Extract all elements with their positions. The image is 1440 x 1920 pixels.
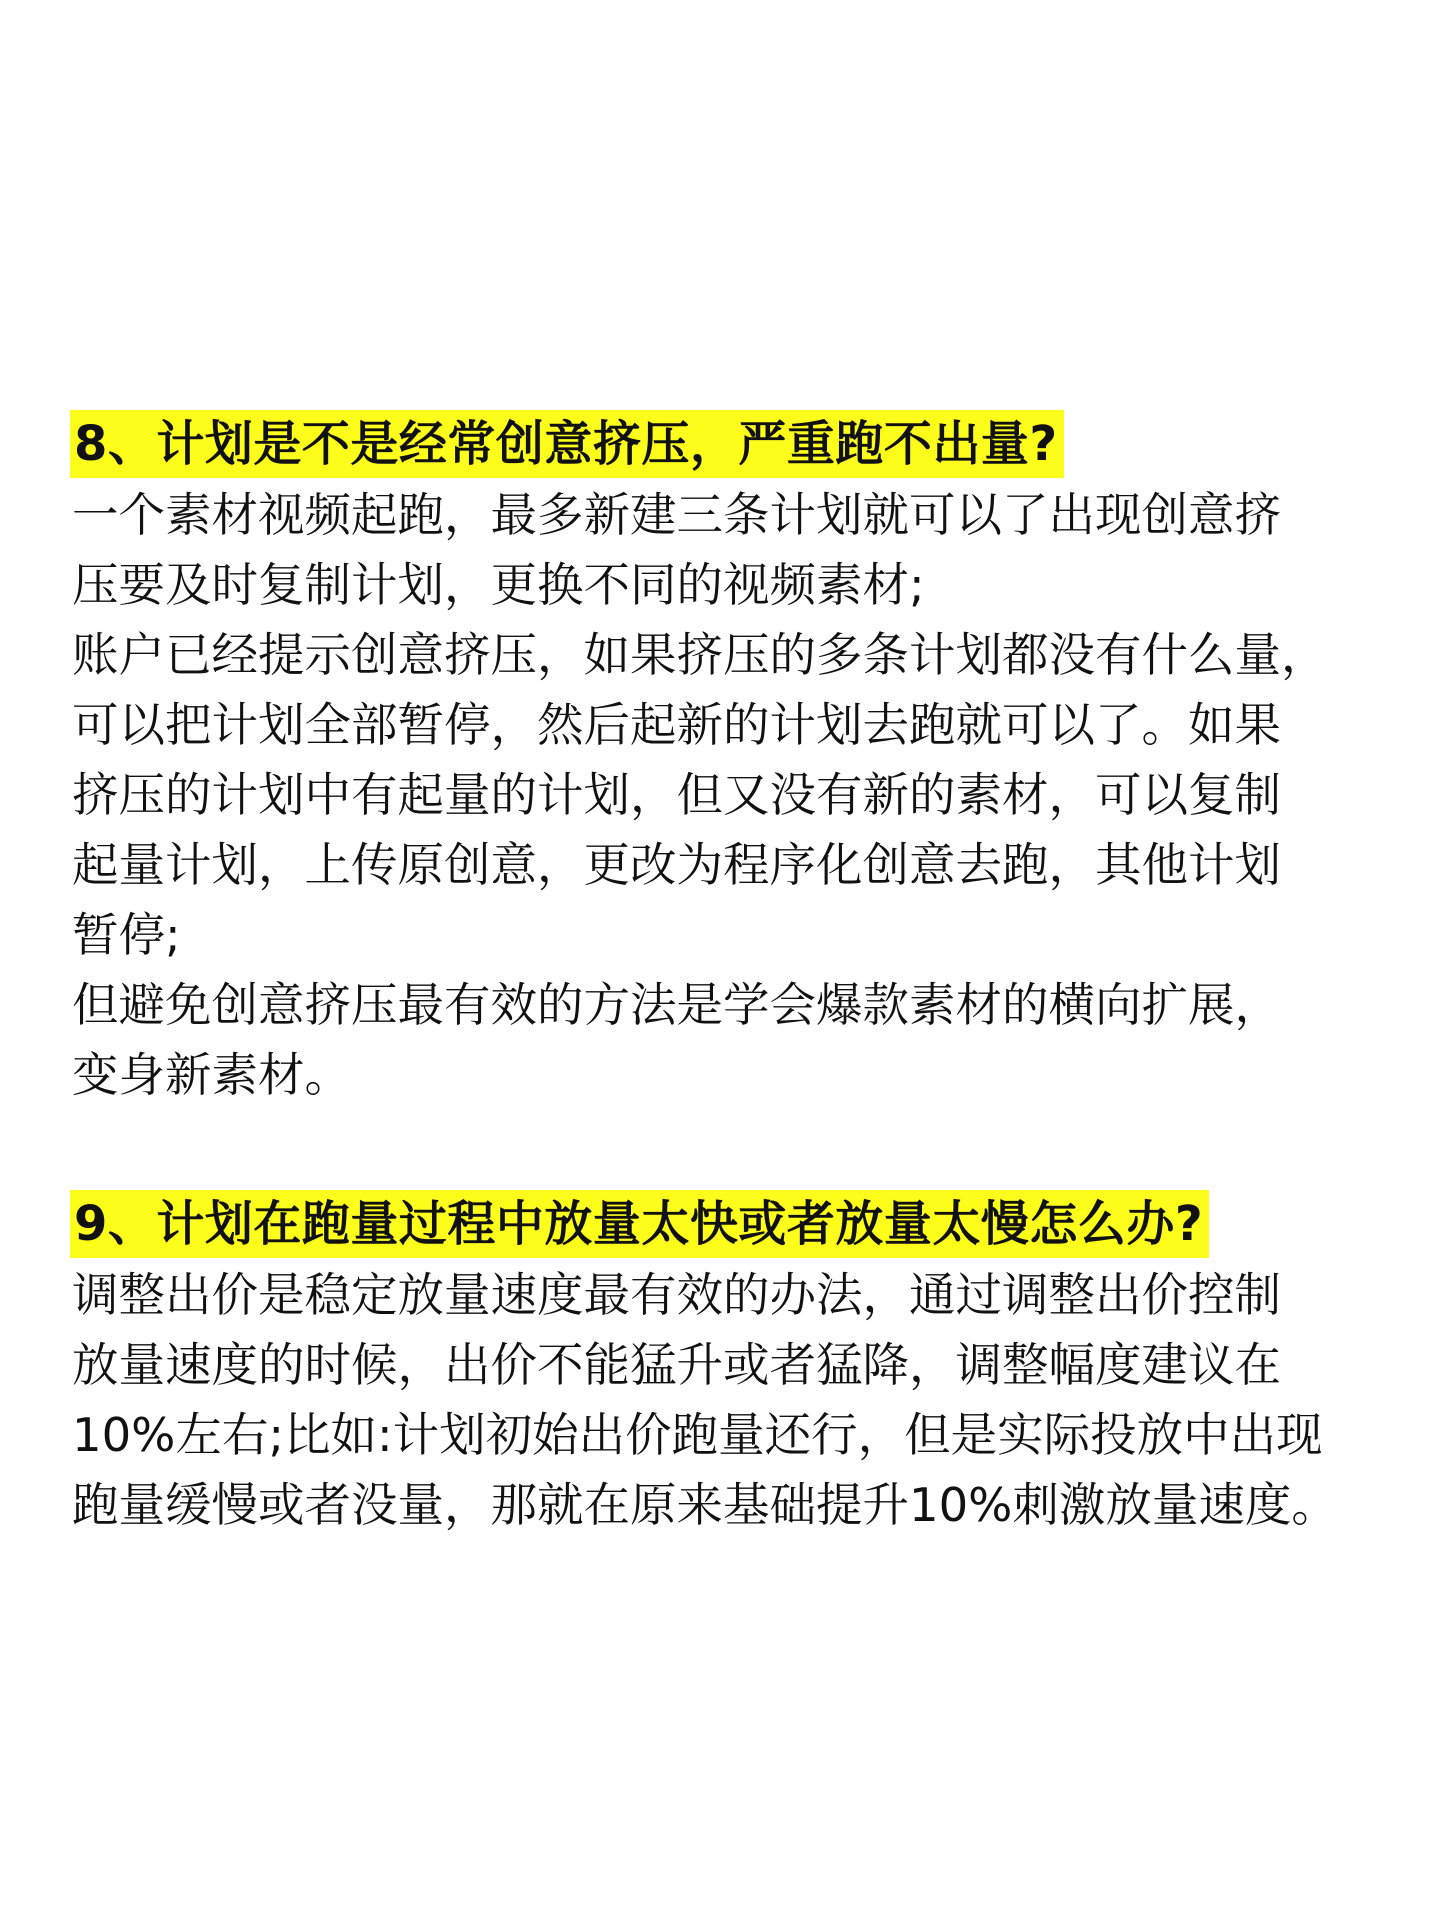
body-line: 调整出价是稳定放量速度最有效的办法，通过调整出价控制 — [72, 1268, 1281, 1322]
body-line: 挤压的计划中有起量的计划，但又没有新的素材，可以复制 — [72, 768, 1281, 822]
body-line: 一个素材视频起跑，最多新建三条计划就可以了出现创意挤 — [72, 488, 1281, 542]
body-line: 10%左右;比如:计划初始出价跑量还行，但是实际投放中出现 — [72, 1408, 1323, 1462]
body-line: 账户已经提示创意挤压，如果挤压的多条计划都没有什么量， — [72, 628, 1328, 682]
body-line: 放量速度的时候，出价不能猛升或者猛降，调整幅度建议在 — [72, 1338, 1281, 1392]
section-body — [72, 1260, 1368, 1540]
body-line: 但避免创意挤压最有效的方法是学会爆款素材的横向扩展， — [72, 978, 1281, 1032]
body-line: 变身新素材。 — [72, 1048, 351, 1102]
section-heading: 9、计划在跑量过程中放量太快或者放量太慢怎么办? — [70, 1190, 1209, 1258]
body-line: 可以把计划全部暂停，然后起新的计划去跑就可以了。如果 — [72, 698, 1281, 752]
body-line: 暂停; — [72, 908, 181, 962]
body-line: 起量计划，上传原创意，更改为程序化创意去跑，其他计划 — [72, 838, 1281, 892]
body-line: 压要及时复制计划，更换不同的视频素材; — [72, 558, 925, 612]
section-body — [72, 480, 1368, 1110]
faq-section-9 — [72, 1190, 1368, 1540]
faq-section-8 — [72, 410, 1368, 1110]
section-heading: 8、计划是不是经常创意挤压，严重跑不出量? — [70, 410, 1064, 478]
body-line: 跑量缓慢或者没量，那就在原来基础提升10%刺激放量速度。 — [72, 1478, 1338, 1532]
